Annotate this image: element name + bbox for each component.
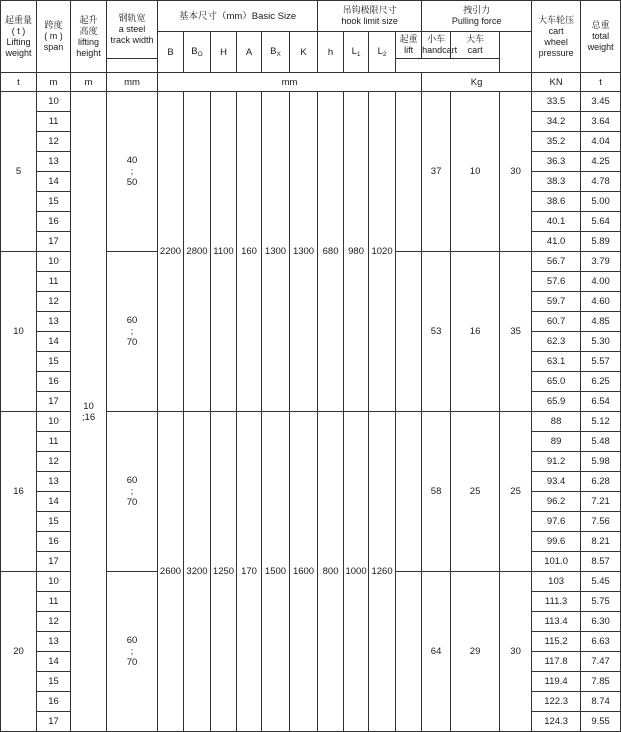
header-row-1 (1, 1, 621, 32)
unit-capacity: t (1, 73, 37, 92)
capacity-cell: 16 (1, 412, 37, 572)
span-cell: 10 (37, 572, 71, 592)
total-weight-cell: 6.30 (581, 612, 621, 632)
col-header-l2: $L_2$ (369, 32, 396, 73)
span-cell: 16 (37, 372, 71, 392)
dimension-a-cell: 170 (237, 412, 262, 732)
blank-cell (396, 92, 422, 252)
pull-cart-cell: 30 (500, 572, 532, 732)
dimension-h-cell: 1100 (211, 92, 237, 412)
wheel-pressure-cell: 117.8 (532, 652, 581, 672)
total-weight-cell: 6.28 (581, 472, 621, 492)
span-cell: 17 (37, 712, 71, 732)
wheel-pressure-cell: 113.4 (532, 612, 581, 632)
wheel-pressure-cell: 103 (532, 572, 581, 592)
pulling-force-header: 拽引力 Pulling force (422, 1, 532, 32)
col-header-handcart: 小车 handcart (422, 32, 451, 59)
span-cell: 12 (37, 612, 71, 632)
col-header-h: H (211, 32, 237, 73)
wheel-pressure-cell: 36.3 (532, 152, 581, 172)
wheel-pressure-cell: 65.9 (532, 392, 581, 412)
total-weight-cell: 5.00 (581, 192, 621, 212)
total-weight-cell: 4.25 (581, 152, 621, 172)
span-cell: 10 (37, 252, 71, 272)
pull-handcart-cell: 29 (451, 572, 500, 732)
unit-force: Kg (422, 73, 532, 92)
dimension-bx-cell: 1300 (262, 92, 290, 412)
unit-weight: t (581, 73, 621, 92)
wheel-pressure-cell: 119.4 (532, 672, 581, 692)
rail-width-header: 钢轨宽 a steel track width (107, 1, 158, 59)
span-cell: 13 (37, 312, 71, 332)
header-blank (107, 59, 158, 73)
dimension-l2-cell: 1260 (369, 412, 396, 732)
col-header-b0: $B_O$ (184, 32, 211, 73)
rail-width-cell: 60 ; 70 (107, 572, 158, 732)
pull-handcart-cell: 10 (451, 92, 500, 252)
wheel-pressure-cell: 60.7 (532, 312, 581, 332)
pull-handcart-cell: 16 (451, 252, 500, 412)
total-weight-cell: 3.79 (581, 252, 621, 272)
dimension-k-cell: 1300 (290, 92, 318, 412)
total-weight-cell: 6.25 (581, 372, 621, 392)
wheel-pressure-cell: 99.6 (532, 532, 581, 552)
total-weight-cell: 6.63 (581, 632, 621, 652)
pull-cart-cell: 35 (500, 252, 532, 412)
blank-cell (396, 252, 422, 412)
total-weight-cell: 4.60 (581, 292, 621, 312)
header-blank (396, 59, 500, 73)
unit-span: m (37, 73, 71, 92)
wheel-pressure-cell: 97.6 (532, 512, 581, 532)
span-cell: 11 (37, 432, 71, 452)
pull-lift-cell: 58 (422, 412, 451, 572)
total-weight-cell: 5.30 (581, 332, 621, 352)
wheel-pressure-cell: 57.6 (532, 272, 581, 292)
dimension-b0-cell: 2800 (184, 92, 211, 412)
total-weight-cell: 4.00 (581, 272, 621, 292)
span-cell: 14 (37, 492, 71, 512)
wheel-pressure-cell: 93.4 (532, 472, 581, 492)
total-weight-cell: 7.21 (581, 492, 621, 512)
wheel-pressure-cell: 101.0 (532, 552, 581, 572)
capacity-cell: 10 (1, 252, 37, 412)
total-weight-cell: 3.64 (581, 112, 621, 132)
total-weight-cell: 4.04 (581, 132, 621, 152)
col-header-a: A (237, 32, 262, 73)
lifting-height-cell: 10 ;16 (71, 92, 107, 732)
total-weight-cell: 7.56 (581, 512, 621, 532)
dimension-h-cell: 680 (318, 92, 344, 412)
col-header-k: K (290, 32, 318, 73)
wheel-pressure-cell: 41.0 (532, 232, 581, 252)
col-header-cart: 大车 cart (451, 32, 500, 59)
units-row (1, 73, 621, 92)
col-header-hook-h: h (318, 32, 344, 73)
pull-lift-cell: 64 (422, 572, 451, 732)
dimension-l1-cell: 980 (344, 92, 369, 412)
wheel-pressure-cell: 59.7 (532, 292, 581, 312)
wheel-pressure-cell: 62.3 (532, 332, 581, 352)
dimension-b-cell: 2200 (158, 92, 184, 412)
total-weight-cell: 8.21 (581, 532, 621, 552)
total-weight-cell: 5.98 (581, 452, 621, 472)
span-cell: 16 (37, 212, 71, 232)
dimension-b0-cell: 3200 (184, 412, 211, 732)
total-weight-cell: 7.85 (581, 672, 621, 692)
span-cell: 14 (37, 332, 71, 352)
total-weight-cell: 5.89 (581, 232, 621, 252)
col-header-lift: 起重 lift (396, 32, 422, 59)
col-header-l1: $L_1$ (344, 32, 369, 73)
wheel-pressure-cell: 35.2 (532, 132, 581, 152)
span-header: 跨度 ( m ) span (37, 1, 71, 73)
total-weight-cell: 5.12 (581, 412, 621, 432)
span-cell: 11 (37, 272, 71, 292)
basic-size-header: 基本尺寸（mm）Basic Size (158, 1, 318, 32)
span-cell: 15 (37, 192, 71, 212)
span-cell: 17 (37, 232, 71, 252)
unit-lifting-height: m (71, 73, 107, 92)
wheel-pressure-cell: 65.0 (532, 372, 581, 392)
span-cell: 14 (37, 652, 71, 672)
wheel-pressure-cell: 63.1 (532, 352, 581, 372)
dimension-l2-cell: 1020 (369, 92, 396, 412)
wheel-pressure-cell: 33.5 (532, 92, 581, 112)
unit-rail: mm (107, 73, 158, 92)
blank-cell (396, 572, 422, 732)
pull-lift-cell: 53 (422, 252, 451, 412)
total-weight-cell: 4.85 (581, 312, 621, 332)
rail-width-cell: 60 ; 70 (107, 412, 158, 572)
capacity-cell: 5 (1, 92, 37, 252)
total-weight-cell: 3.45 (581, 92, 621, 112)
span-cell: 15 (37, 352, 71, 372)
pull-cart-cell: 25 (500, 412, 532, 572)
span-cell: 14 (37, 172, 71, 192)
total-weight-cell: 4.78 (581, 172, 621, 192)
unit-dimensions: mm (158, 73, 422, 92)
total-weight-cell: 5.75 (581, 592, 621, 612)
span-cell: 11 (37, 112, 71, 132)
span-cell: 17 (37, 392, 71, 412)
span-cell: 13 (37, 152, 71, 172)
span-cell: 12 (37, 132, 71, 152)
wheel-pressure-cell: 124.3 (532, 712, 581, 732)
pull-lift-cell: 37 (422, 92, 451, 252)
pull-handcart-cell: 25 (451, 412, 500, 572)
total-weight-cell: 5.57 (581, 352, 621, 372)
capacity-cell: 20 (1, 572, 37, 732)
total-weight-cell: 6.54 (581, 392, 621, 412)
span-cell: 11 (37, 592, 71, 612)
span-cell: 16 (37, 532, 71, 552)
dimension-b-cell: 2600 (158, 412, 184, 732)
wheel-pressure-cell: 88 (532, 412, 581, 432)
blank-cell (396, 412, 422, 572)
total-weight-cell: 5.45 (581, 572, 621, 592)
wheel-pressure-cell: 56.7 (532, 252, 581, 272)
lifting-height-header: 起升 高度 lifting height (71, 1, 107, 73)
unit-wheel: KN (532, 73, 581, 92)
hook-limit-header: 吊钩极限尺寸 hook limit size (318, 1, 422, 32)
dimension-bx-cell: 1500 (262, 412, 290, 732)
span-cell: 17 (37, 552, 71, 572)
col-header-b: B (158, 32, 184, 73)
rail-width-cell: 60 ; 70 (107, 252, 158, 412)
col-header-bx: $B_X$ (262, 32, 290, 73)
span-cell: 13 (37, 472, 71, 492)
wheel-pressure-cell: 91.2 (532, 452, 581, 472)
rail-width-cell: 40 ; 50 (107, 92, 158, 252)
span-cell: 12 (37, 292, 71, 312)
pull-cart-cell: 30 (500, 92, 532, 252)
span-cell: 15 (37, 672, 71, 692)
wheel-pressure-cell: 111.3 (532, 592, 581, 612)
span-cell: 16 (37, 692, 71, 712)
wheel-pressure-cell: 122.3 (532, 692, 581, 712)
span-cell: 13 (37, 632, 71, 652)
dimension-l1-cell: 1000 (344, 412, 369, 732)
data-body (1, 92, 621, 732)
total-weight-cell: 8.57 (581, 552, 621, 572)
wheel-pressure-cell: 34.2 (532, 112, 581, 132)
wheel-pressure-cell: 38.6 (532, 192, 581, 212)
span-cell: 10 (37, 92, 71, 112)
dimension-a-cell: 160 (237, 92, 262, 412)
capacity-header: 起重量 ( t ) Lifting weight (1, 1, 37, 73)
wheel-pressure-cell: 115.2 (532, 632, 581, 652)
total-weight-cell: 9.55 (581, 712, 621, 732)
dimension-h-cell: 1250 (211, 412, 237, 732)
wheel-pressure-cell: 89 (532, 432, 581, 452)
total-weight-cell: 5.48 (581, 432, 621, 452)
wheel-pressure-cell: 96.2 (532, 492, 581, 512)
dimension-k-cell: 1600 (290, 412, 318, 732)
wheel-pressure-cell: 40.1 (532, 212, 581, 232)
dimension-h-cell: 800 (318, 412, 344, 732)
span-cell: 10 (37, 412, 71, 432)
wheel-pressure-cell: 38.3 (532, 172, 581, 192)
total-weight-cell: 5.64 (581, 212, 621, 232)
span-cell: 12 (37, 452, 71, 472)
wheel-pressure-header: 大车轮压 cart wheel pressure (532, 1, 581, 73)
table-row (1, 92, 621, 112)
total-weight-header: 总重 total weight (581, 1, 621, 73)
span-cell: 15 (37, 512, 71, 532)
total-weight-cell: 7.47 (581, 652, 621, 672)
total-weight-cell: 8.74 (581, 692, 621, 712)
